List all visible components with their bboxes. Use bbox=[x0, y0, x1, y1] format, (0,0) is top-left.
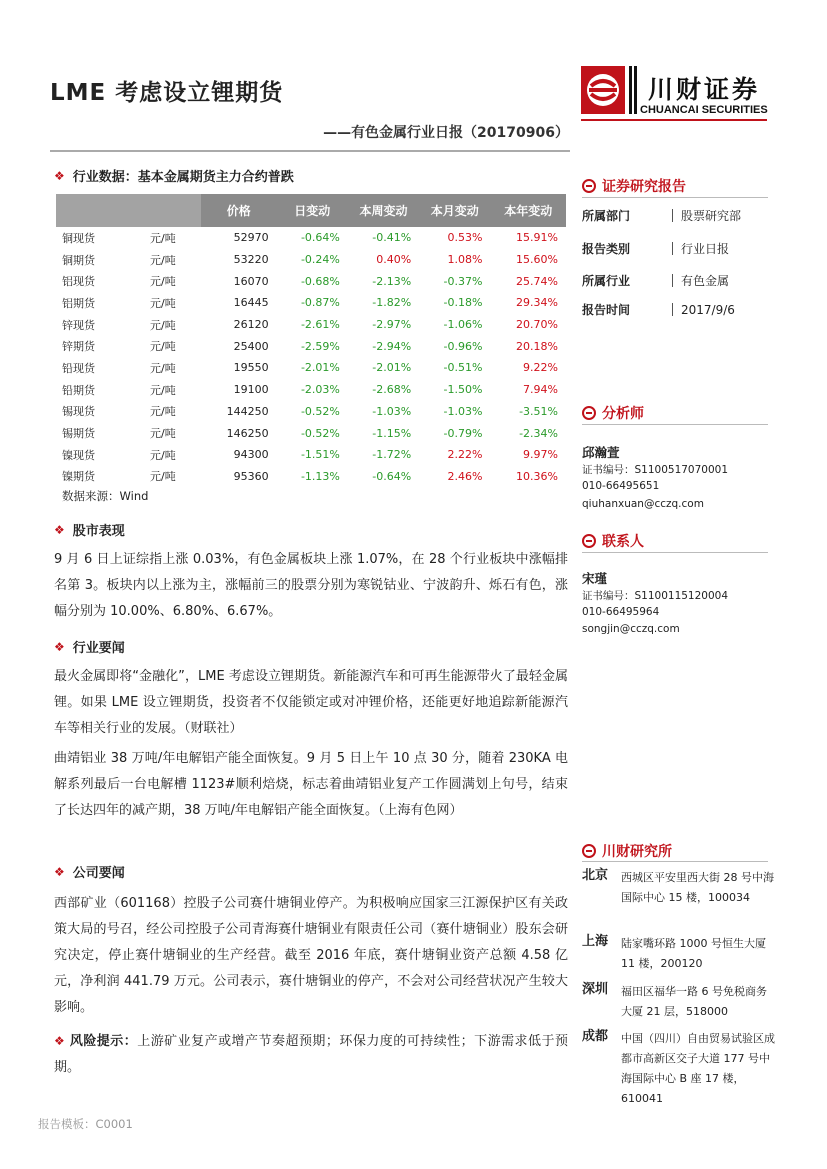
day-change: -0.52% bbox=[300, 404, 340, 418]
stock-market-text: 9 月 6 日上证综指上涨 0.03%，有色金属板块上涨 1.07%，在 28 个行业板块中涨幅排名第 3。板块内以上涨为主，涨幅前三的股票分别为寒锐钴业、宁波韵升、烁石有色，涨幅分别为 10.00%、6.80%、6.67%。 bbox=[54, 552, 568, 619]
contact-cert: 证书编号：S1100115120004 bbox=[582, 590, 729, 602]
price-value: 94300 bbox=[233, 448, 269, 462]
section-marker-icon bbox=[582, 406, 596, 420]
info-row-date: 报告时间 2017/9/6 bbox=[582, 302, 735, 317]
analyst-cert: 证书编号：S1100517070001 bbox=[582, 464, 729, 476]
year-change: 10.36% bbox=[516, 469, 558, 483]
metal-name: 铅期货 bbox=[62, 383, 95, 397]
table-row bbox=[56, 379, 566, 401]
table-row bbox=[56, 401, 566, 423]
table-row bbox=[56, 422, 566, 444]
day-change: -0.52% bbox=[300, 426, 340, 440]
industry-news-p2: 曲靖铝业 38 万吨/年电解铝产能全面恢复。9 月 5 日上午 10 点 30 分，随着 230KA 电解系列最后一台电解槽 1123#顺利焙烧，标志着曲靖铝业复产工作圆满划上句号，结束了长达四年的减产期，38 万吨/年电解铝产能全面恢复。（上海有色网） bbox=[54, 751, 568, 818]
table-row bbox=[56, 357, 566, 379]
price-value: 16445 bbox=[233, 296, 269, 310]
analyst-heading: 分析师 bbox=[582, 403, 644, 423]
table-row bbox=[56, 335, 566, 357]
day-change: -0.64% bbox=[300, 231, 340, 245]
month-change: -0.37% bbox=[443, 274, 483, 288]
metal-name: 铜期货 bbox=[62, 253, 95, 267]
analyst-email[interactable]: qiuhanxuan@cczq.com bbox=[582, 498, 704, 510]
day-change: -2.03% bbox=[300, 383, 340, 397]
col-header: 价格 bbox=[201, 194, 277, 227]
price-value: 19550 bbox=[233, 361, 269, 375]
day-change: -1.51% bbox=[300, 448, 340, 462]
price-value: 146250 bbox=[226, 426, 269, 440]
price-unit: 元/吨 bbox=[150, 275, 176, 289]
office-address-beijing: 西城区平安里西大街 28 号中海国际中心 15 楼，100034 bbox=[621, 871, 774, 904]
office-city-shenzhen: 深圳 bbox=[582, 982, 609, 997]
contact-heading: 联系人 bbox=[582, 531, 644, 551]
office-address-shanghai: 陆家嘴环路 1000 号恒生大厦 11 楼，200120 bbox=[621, 937, 766, 970]
price-value: 144250 bbox=[226, 404, 269, 418]
report-info-heading: 证券研究报告 bbox=[582, 176, 686, 196]
col-header: 本周变动 bbox=[348, 194, 419, 227]
price-unit: 元/吨 bbox=[150, 253, 176, 267]
diamond-bullet-icon: ❖ bbox=[54, 522, 65, 537]
month-change: -1.03% bbox=[443, 404, 483, 418]
institute-divider bbox=[582, 861, 768, 862]
data-source: 数据来源：Wind bbox=[62, 489, 149, 503]
price-unit: 元/吨 bbox=[150, 470, 176, 484]
stock-market-heading: ❖ 股市表现 bbox=[54, 522, 125, 539]
month-change: -0.96% bbox=[443, 339, 483, 353]
week-change: -0.64% bbox=[372, 469, 412, 483]
month-change: 1.08% bbox=[447, 253, 483, 267]
year-change: 20.18% bbox=[516, 339, 558, 353]
industry-news-heading: ❖ 行业要闻 bbox=[54, 639, 125, 656]
metal-name: 锡期货 bbox=[62, 427, 95, 441]
metal-name: 铝期货 bbox=[62, 296, 95, 310]
report-info-divider bbox=[582, 197, 768, 198]
month-change: -0.51% bbox=[443, 361, 483, 375]
day-change: -2.59% bbox=[300, 339, 340, 353]
diamond-bullet-icon: ❖ bbox=[54, 639, 65, 654]
price-unit: 元/吨 bbox=[150, 405, 176, 419]
week-change: -1.72% bbox=[372, 448, 412, 462]
month-change: 0.53% bbox=[447, 231, 483, 245]
title-divider bbox=[50, 150, 570, 152]
month-change: -0.79% bbox=[443, 426, 483, 440]
price-unit: 元/吨 bbox=[150, 231, 176, 245]
week-change: -1.15% bbox=[372, 426, 412, 440]
risk-text: ❖ 风险提示：上游矿业复产或增产节奏超预期；环保力度的可持续性；下游需求低于预期。 bbox=[54, 1034, 568, 1075]
table-row bbox=[56, 270, 566, 292]
year-change: 9.22% bbox=[523, 361, 558, 375]
price-value: 52970 bbox=[233, 231, 269, 245]
day-change: -0.87% bbox=[300, 296, 340, 310]
month-change: -1.06% bbox=[443, 318, 483, 332]
metal-name: 镍现货 bbox=[62, 448, 95, 462]
institute-heading: 川财研究所 bbox=[582, 841, 672, 861]
table-row bbox=[56, 249, 566, 271]
day-change: -0.68% bbox=[300, 274, 340, 288]
price-value: 19100 bbox=[233, 383, 269, 397]
year-change: 7.94% bbox=[523, 383, 558, 397]
metal-name: 锌现货 bbox=[62, 318, 95, 332]
year-change: 15.60% bbox=[516, 253, 558, 267]
metal-name: 铅现货 bbox=[62, 361, 95, 375]
brand-name-cn: 川财证券 bbox=[648, 75, 761, 104]
analyst-name: 邱瀚萱 bbox=[582, 445, 620, 460]
price-value: 25400 bbox=[233, 339, 269, 353]
week-change: -2.94% bbox=[372, 339, 412, 353]
industry-data-heading: ❖ 行业数据：基本金属期货主力合约普跌 bbox=[54, 168, 294, 185]
table-row bbox=[56, 227, 566, 249]
week-change: 0.40% bbox=[376, 253, 412, 267]
section-marker-icon bbox=[582, 179, 596, 193]
price-unit: 元/吨 bbox=[150, 383, 176, 397]
metal-name: 锌期货 bbox=[62, 340, 95, 354]
year-change: 15.91% bbox=[516, 231, 558, 245]
price-value: 53220 bbox=[233, 253, 269, 267]
report-template-id: 报告模板：C0001 bbox=[38, 1117, 133, 1131]
price-unit: 元/吨 bbox=[150, 340, 176, 354]
month-change: -0.18% bbox=[443, 296, 483, 310]
table-row bbox=[56, 292, 566, 314]
week-change: -2.68% bbox=[372, 383, 412, 397]
price-value: 95360 bbox=[233, 469, 269, 483]
metal-name: 锡现货 bbox=[62, 405, 95, 419]
year-change: 20.70% bbox=[516, 318, 558, 332]
price-unit: 元/吨 bbox=[150, 296, 176, 310]
week-change: -2.01% bbox=[372, 361, 412, 375]
year-change: 9.97% bbox=[523, 448, 558, 462]
col-header: 本年变动 bbox=[490, 194, 566, 227]
week-change: -1.82% bbox=[372, 296, 412, 310]
day-change: -2.61% bbox=[300, 318, 340, 332]
section-marker-icon bbox=[582, 844, 596, 858]
report-subtitle: ——有色金属行业日报（20170906） bbox=[323, 125, 569, 141]
diamond-bullet-icon: ❖ bbox=[54, 168, 65, 183]
day-change: -2.01% bbox=[300, 361, 340, 375]
month-change: 2.46% bbox=[447, 469, 483, 483]
office-address-chengdu: 中国（四川）自由贸易试验区成都市高新区交子大道 177 号中海国际中心 B 座 17 楼，610041 bbox=[621, 1032, 775, 1105]
year-change: 29.34% bbox=[516, 296, 558, 310]
week-change: -2.13% bbox=[372, 274, 412, 288]
company-news-text: 西部矿业（601168）控股子公司赛什塘铜业停产。为积极响应国家三江源保护区有关政策大局的号召，经公司控股子公司青海赛什塘铜业有限责任公司（赛什塘铜业）股东会研究决定，停止赛什塘铜业的生产经营。截至 2016 年底，赛什塘铜业资产总额 4.58 亿元，净利润 441.79 万元。公司表示，赛什塘铜业的停产，不会对公司经营状况产生较大影响。 bbox=[54, 896, 568, 1015]
analyst-phone: 010-66495651 bbox=[582, 480, 660, 492]
office-city-beijing: 北京 bbox=[582, 868, 609, 883]
month-change: -1.50% bbox=[443, 383, 483, 397]
table-row bbox=[56, 466, 566, 488]
info-row-category: 报告类别 行业日报 bbox=[582, 242, 730, 256]
office-address-shenzhen: 福田区福华一路 6 号免税商务大厦 21 层，518000 bbox=[621, 985, 767, 1018]
year-change: -3.51% bbox=[519, 404, 558, 418]
industry-news-p1: 最火金属即将“金融化”，LME 考虑设立锂期货。新能源汽车和可再生能源带火了最轻金属锂。如果 LME 设立锂期货，投资者不仅能锁定或对冲锂价格，还能更好地追踪新能源汽车等相关行业的发展。（财联社） bbox=[54, 669, 568, 736]
metal-name: 镍期货 bbox=[62, 470, 95, 484]
price-value: 16070 bbox=[233, 274, 269, 288]
metal-name: 铝现货 bbox=[62, 275, 95, 289]
col-header: 本月变动 bbox=[419, 194, 490, 227]
table-row bbox=[56, 444, 566, 466]
brand-name-en: CHUANCAI SECURITIES bbox=[640, 104, 768, 116]
price-value: 26120 bbox=[233, 318, 269, 332]
day-change: -0.24% bbox=[300, 253, 340, 267]
year-change: -2.34% bbox=[519, 426, 558, 440]
company-news-heading: ❖ 公司要闻 bbox=[54, 864, 125, 881]
day-change: -1.13% bbox=[300, 469, 340, 483]
report-title: LME 考虑设立锂期货 bbox=[50, 80, 284, 106]
metal-prices-table bbox=[56, 194, 566, 487]
info-row-industry: 所属行业 有色金属 bbox=[582, 274, 730, 288]
chuancai-logo-icon bbox=[581, 66, 637, 114]
price-unit: 元/吨 bbox=[150, 361, 176, 375]
price-unit: 元/吨 bbox=[150, 427, 176, 441]
brand-underline bbox=[581, 119, 767, 121]
year-change: 25.74% bbox=[516, 274, 558, 288]
contact-phone: 010-66495964 bbox=[582, 606, 660, 618]
week-change: -1.03% bbox=[372, 404, 412, 418]
analyst-divider bbox=[582, 424, 768, 425]
info-row-department: 所属部门 股票研究部 bbox=[582, 209, 742, 223]
month-change: 2.22% bbox=[447, 448, 483, 462]
office-city-chengdu: 成都 bbox=[582, 1029, 609, 1044]
office-city-shanghai: 上海 bbox=[582, 934, 609, 949]
diamond-bullet-icon: ❖ bbox=[54, 864, 65, 879]
price-unit: 元/吨 bbox=[150, 318, 176, 332]
week-change: -0.41% bbox=[372, 231, 412, 245]
contact-email[interactable]: songjin@cczq.com bbox=[582, 623, 680, 635]
diamond-bullet-icon: ❖ bbox=[54, 1034, 66, 1048]
contact-name: 宋瑾 bbox=[582, 571, 608, 586]
table-row bbox=[56, 314, 566, 336]
section-marker-icon bbox=[582, 534, 596, 548]
metal-name: 铜现货 bbox=[62, 231, 95, 245]
price-unit: 元/吨 bbox=[150, 448, 176, 462]
contact-divider bbox=[582, 552, 768, 553]
week-change: -2.97% bbox=[372, 318, 412, 332]
col-header: 日变动 bbox=[277, 194, 348, 227]
